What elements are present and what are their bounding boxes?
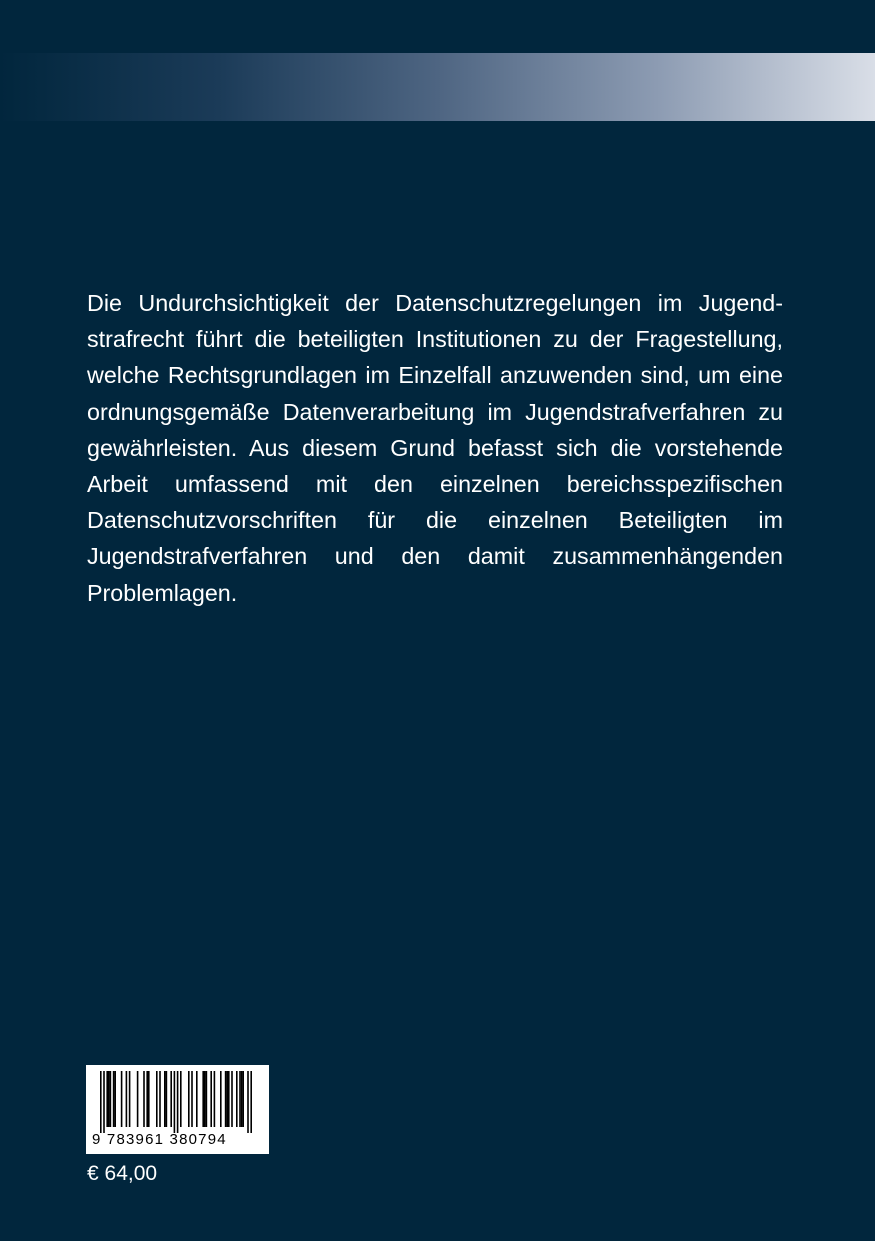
gradient-band	[0, 53, 875, 121]
barcode-bar	[236, 1071, 238, 1127]
barcode-bar	[174, 1071, 176, 1133]
barcode-bar	[143, 1071, 145, 1127]
barcode-bar	[210, 1071, 212, 1127]
barcode-bar	[239, 1071, 241, 1127]
barcode-bar	[106, 1071, 108, 1127]
barcode-bar	[225, 1071, 227, 1127]
barcode-bar	[188, 1071, 190, 1127]
barcode-bar	[206, 1071, 208, 1127]
barcode-bar	[177, 1071, 179, 1133]
barcode-bar	[214, 1071, 216, 1127]
barcode-bar	[180, 1071, 182, 1127]
barcode-bar	[113, 1071, 115, 1127]
barcode-bar	[137, 1071, 139, 1127]
barcode-bar	[159, 1071, 161, 1127]
barcode-bar	[114, 1071, 116, 1127]
barcode-bar	[226, 1071, 228, 1127]
isbn-digits: 9 783961 380794	[92, 1131, 227, 1148]
barcode-bar	[156, 1071, 158, 1127]
barcode-bar	[220, 1071, 222, 1127]
barcode-bar	[148, 1071, 150, 1127]
isbn-barcode	[86, 1065, 269, 1154]
barcode-bar	[146, 1071, 148, 1127]
barcode-bar	[247, 1071, 249, 1133]
barcode-bar	[164, 1071, 166, 1127]
price: € 64,00	[87, 1162, 158, 1185]
barcode-bar	[231, 1071, 233, 1127]
barcode-bar	[202, 1071, 204, 1127]
barcode-bar	[170, 1071, 172, 1127]
barcode-bar	[166, 1071, 168, 1127]
barcode-bar	[204, 1071, 206, 1127]
barcode-bar	[250, 1071, 252, 1133]
barcode-bar	[191, 1071, 193, 1127]
back-cover-blurb: Die Undurchsichtigkeit der Datenschutzregelungen im Jugendstrafrecht führt die beteiligten Institutionen zu der Fragestellung, welche Rechtsgrundlagen im Einzelfall anzuwenden sind, um eine ordnungsgemäße Datenverarbeitung im Jugendstrafverfahren zu gewährleisten. Aus diesem Grund befasst sich die vorstehende Arbeit umfassend mit den einzelnen bereichsspezifischen Datenschutzvorschriften für die einzelnen Beteiligten im Jugendstrafverfahren und den damit zusammenhängenden Problemlagen.	[87, 290, 783, 606]
barcode-bar	[242, 1071, 244, 1127]
barcode-bar	[196, 1071, 198, 1127]
barcode-bar	[100, 1071, 102, 1133]
barcode-bar	[108, 1071, 110, 1127]
barcode-bar	[110, 1071, 112, 1127]
barcode-bar	[129, 1071, 131, 1127]
barcode-bar	[103, 1071, 105, 1133]
barcode-bar	[228, 1071, 230, 1127]
barcode-bar	[121, 1071, 123, 1127]
barcode-bar	[126, 1071, 128, 1127]
barcode-bar	[241, 1071, 243, 1127]
